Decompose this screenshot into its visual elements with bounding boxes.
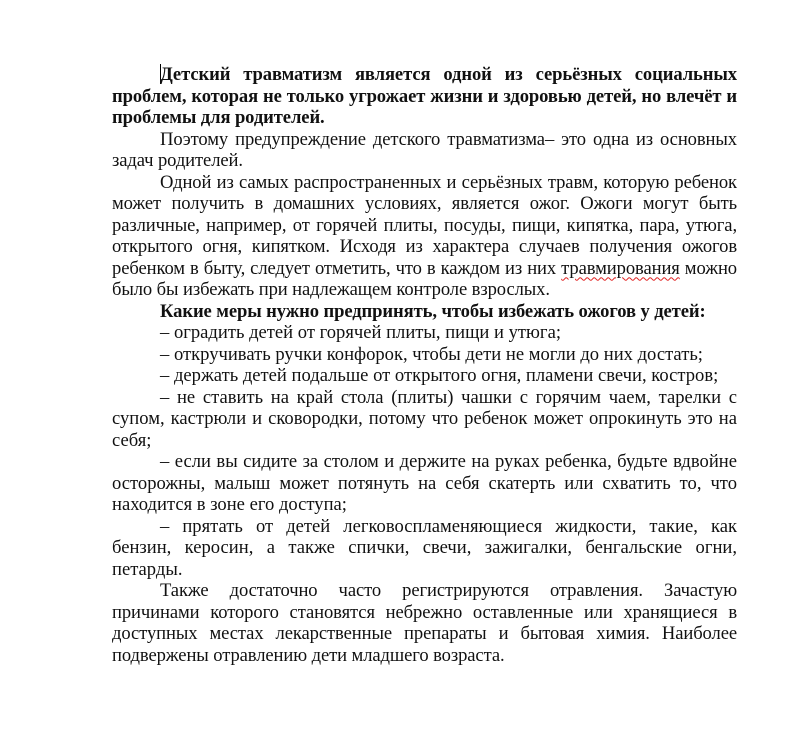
measure-item: – прятать от детей легковоспламеняющиеся жидкости, такие, как бензин, керосин, а также спички, свечи, зажигалки, бенгальские огни, петарды. bbox=[112, 515, 737, 580]
intro-paragraph[interactable] bbox=[112, 64, 737, 129]
measure-item: – держать детей подальше от открытого огня, пламени свечи, костров; bbox=[160, 365, 719, 386]
burns-text-part1: Одной из самых распространенных и серьёзных травм, которую ребенок может получить в домашних условиях, является ожог. Ожоги могут быть различные, например, от горячей плиты, посуды, пищи, кипятка, пара, утюга, открытого огня, кипятком. Исходя из характера случаев получения ожогов ребенком в быту, следует отметить, что в каждом из них bbox=[112, 171, 737, 279]
burns-text-part2: можно было бы избежать при надлежащем контроле взрослых. bbox=[112, 257, 737, 300]
intro-text: Детский травматизм является одной из серьёзных социальных проблем, которая не только угрожает жизни и здоровью детей, но влечёт и проблемы для родителей. bbox=[112, 64, 737, 128]
poisoning-text: Также достаточно часто регистрируются отравления. Зачастую причинами которого становятся небрежно оставленные или хранящиеся в доступных местах лекарственные препараты и бытовая химия. Наиболее подвержены отравлению дети младшего возраста. bbox=[112, 580, 737, 666]
document-page[interactable] bbox=[112, 64, 737, 666]
poisoning-paragraph[interactable] bbox=[112, 580, 737, 666]
burns-paragraph[interactable] bbox=[112, 172, 737, 301]
prevention-paragraph[interactable] bbox=[112, 129, 737, 172]
misspelled-word[interactable]: травмирования bbox=[561, 257, 680, 279]
measures-heading: Какие меры нужно предпринять, чтобы избежать ожогов у детей: bbox=[160, 300, 706, 322]
prevention-text: Поэтому предупреждение детского травматизма– это одна из основных задач родителей. bbox=[112, 128, 737, 171]
measure-item: – откручивать ручки конфорок, чтобы дети не могли до них достать; bbox=[160, 343, 703, 365]
measure-item: – если вы сидите за столом и держите на руках ребенка, будьте вдвойне осторожны, малыш может потянуть на себя скатерть или схватить то, что находится в зоне его доступа; bbox=[112, 451, 737, 515]
measure-item: – не ставить на край стола (плиты) чашки с горячим чаем, тарелки с супом, кастрюли и сковородки, потому что ребенок может опрокинуть это на себя; bbox=[112, 386, 737, 451]
measures-list bbox=[112, 322, 737, 580]
measure-item: – оградить детей от горячей плиты, пищи и утюга; bbox=[160, 322, 561, 343]
